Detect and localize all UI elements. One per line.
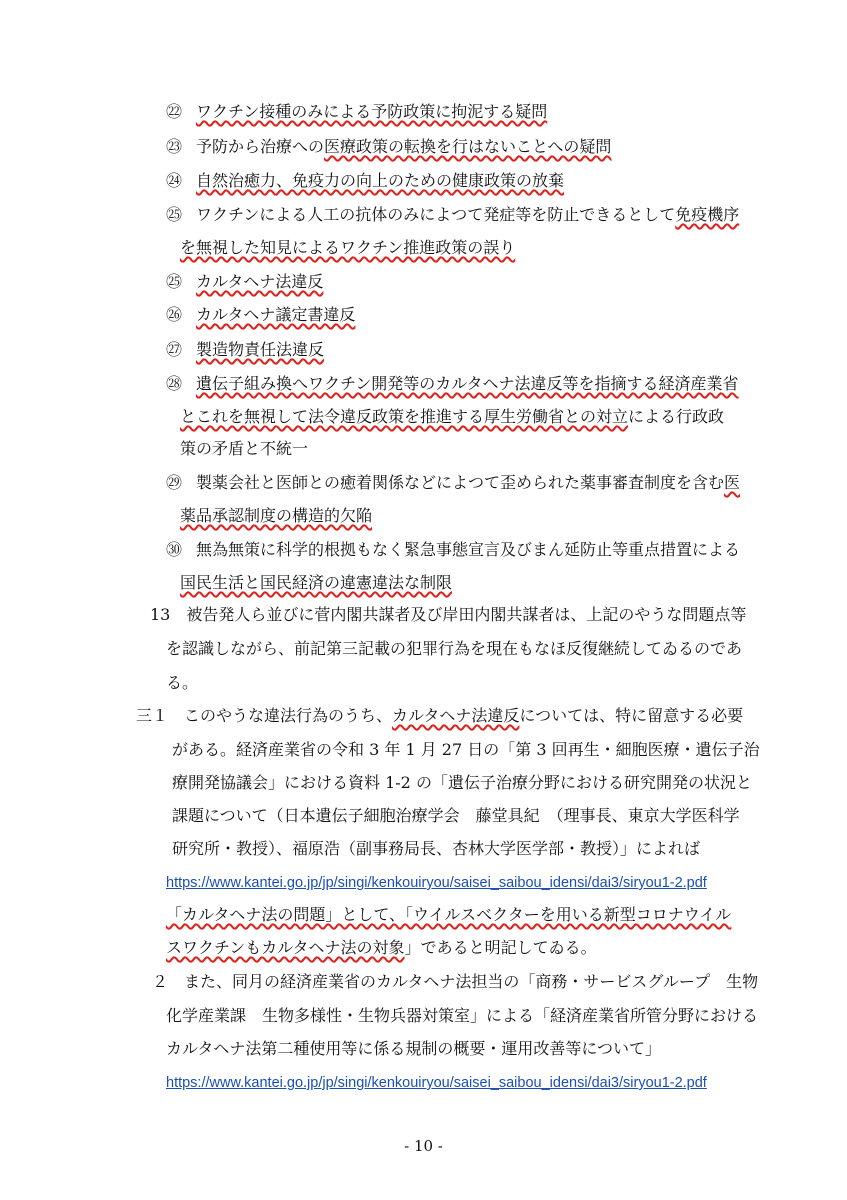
line-text: 無為無策に科学的根拠もなく緊急事態宣言及びまん延防止等重点措置による xyxy=(196,540,741,559)
text-line xyxy=(166,672,198,694)
line-text: がある。経済産業省の令和 3 年 1 月 27 日の「第 3 回再生・細胞医療・遺伝子治 xyxy=(172,740,760,759)
text-line xyxy=(166,304,355,326)
text-line xyxy=(166,904,731,926)
text-line xyxy=(172,739,760,761)
item-number: ㉒ xyxy=(166,102,183,121)
line-text: る。 xyxy=(166,673,199,692)
line-text: 課題について（日本遺伝子細胞治療学会 藤堂具紀 （理事長、東京大学医科学 xyxy=(172,806,740,825)
underlined-text: カルタヘナ議定書違反 xyxy=(196,305,356,324)
line-text: による行政政 xyxy=(628,407,725,426)
item-number: ㉕ xyxy=(166,205,183,224)
text-line xyxy=(172,772,752,794)
page-number: - 10 - xyxy=(404,1137,443,1155)
line-text: 製薬会社と医師との癒着関係などによつて歪められた薬事審査制度を含む xyxy=(196,473,725,492)
line-text: については、特に留意する必要 xyxy=(519,706,744,725)
text-line xyxy=(172,805,740,827)
text-line xyxy=(136,705,743,727)
underlined-text: 医療政策の転換を行はないことへの疑問 xyxy=(324,137,612,156)
item-number: ㉘ xyxy=(166,374,183,393)
underlined-text: とこれを無視して法令違反政策を推進する厚生労働省との対立 xyxy=(180,407,629,426)
line-text: ワクチンによる人工の抗体のみによつて発症等を防止できるとして xyxy=(196,205,676,224)
underlined-text: 免疫機序 xyxy=(675,205,740,224)
text-line xyxy=(166,937,597,959)
line-text: カルタヘナ法第二種使用等に係る規制の概要・運用改善等について」 xyxy=(166,1039,662,1058)
text-line xyxy=(180,406,724,428)
text-line xyxy=(166,170,564,192)
underlined-text: 製造物責任法違反 xyxy=(196,340,325,359)
line-text: 療開発協議会」における資料 1-2 の「遺伝子治療分野における研究開発の状況と xyxy=(172,773,752,792)
underlined-text: 薬品承認制度の構造的欠陥 xyxy=(180,506,373,525)
text-line xyxy=(180,505,372,527)
underlined-text: スワクチンもカルタヘナ法の対象 xyxy=(166,938,405,957)
text-line xyxy=(166,373,739,395)
text-line xyxy=(166,204,739,226)
document-link[interactable]: https://www.kantei.go.jp/jp/singi/kenkouiryou/saisei_saibou_idensi/dai3/siryou1-2.pdf xyxy=(166,875,707,891)
text-line xyxy=(172,838,700,860)
underlined-text: を無視した知見によるワクチン推進政策の誤り xyxy=(180,238,516,257)
text-line xyxy=(166,101,547,123)
item-number: ㉕ xyxy=(166,272,183,291)
line-text: 化学産業課 生物多様性・生物兵器対策室」による「経済産業省所管分野における xyxy=(166,1006,759,1025)
text-line xyxy=(166,136,611,158)
underlined-text: ワクチン接種のみによる予防政策に拘泥する疑問 xyxy=(196,102,548,121)
underlined-text: 「カルタヘナ法の問題」として、「ウイルスベクターを用いる新型コロナウイル xyxy=(166,905,732,924)
line-text: ２ また、同月の経済産業省のカルタヘナ法担当の「商務・サービスグループ 生物 xyxy=(152,972,759,991)
underlined-text: 自然治癒力、免疫力の向上のための健康政策の放棄 xyxy=(196,171,565,190)
item-number: ㉓ xyxy=(166,137,183,156)
line-text: 三１ このやうな違法行為のうち、 xyxy=(136,706,393,725)
text-line xyxy=(166,339,324,361)
text-line xyxy=(150,604,746,626)
text-line xyxy=(166,472,740,494)
underlined-text: 遺伝子組み換へワクチン開発等のカルタヘナ法違反等を指摘する経済産業省 xyxy=(196,374,739,393)
line-text: 」であると明記してゐる。 xyxy=(404,938,597,957)
text-line xyxy=(180,572,452,594)
line-text: 策の矛盾と不統一 xyxy=(180,439,309,458)
item-number: ㉚ xyxy=(166,540,183,559)
text-line xyxy=(152,971,758,993)
item-number: ㉔ xyxy=(166,171,183,190)
item-number: ㉗ xyxy=(166,340,183,359)
line-text: を認識しながら、前記第三記載の犯罪行為を現在もなほ反復継続してゐるのであ xyxy=(166,639,743,658)
item-number: ㉖ xyxy=(166,305,183,324)
line-text: 研究所・教授）、福原浩（副事務局長、杏林大学医学部・教授）」によれば xyxy=(172,839,701,858)
item-number: ㉙ xyxy=(166,473,183,492)
underlined-text: 国民生活と国民経済の違憲違法な制限 xyxy=(180,573,453,592)
underlined-text: カルタヘナ法違反 xyxy=(196,272,324,291)
line-text: 予防から治療への xyxy=(196,137,325,156)
text-line xyxy=(166,1038,661,1060)
underlined-text: 医 xyxy=(724,473,741,492)
text-line xyxy=(166,539,740,561)
text-line xyxy=(166,638,742,660)
line-text: 13 被告発人ら並びに菅内閣共謀者及び岸田内閣共謀者は、上記のやうな問題点等 xyxy=(150,605,747,624)
underlined-text: カルタヘナ法違反 xyxy=(392,706,520,725)
document-link[interactable]: https://www.kantei.go.jp/jp/singi/kenkouiryou/saisei_saibou_idensi/dai3/siryou1-2.pdf xyxy=(166,1075,707,1091)
text-line xyxy=(166,271,323,293)
text-line xyxy=(166,1005,758,1027)
text-line xyxy=(180,438,308,460)
text-line xyxy=(180,237,515,259)
